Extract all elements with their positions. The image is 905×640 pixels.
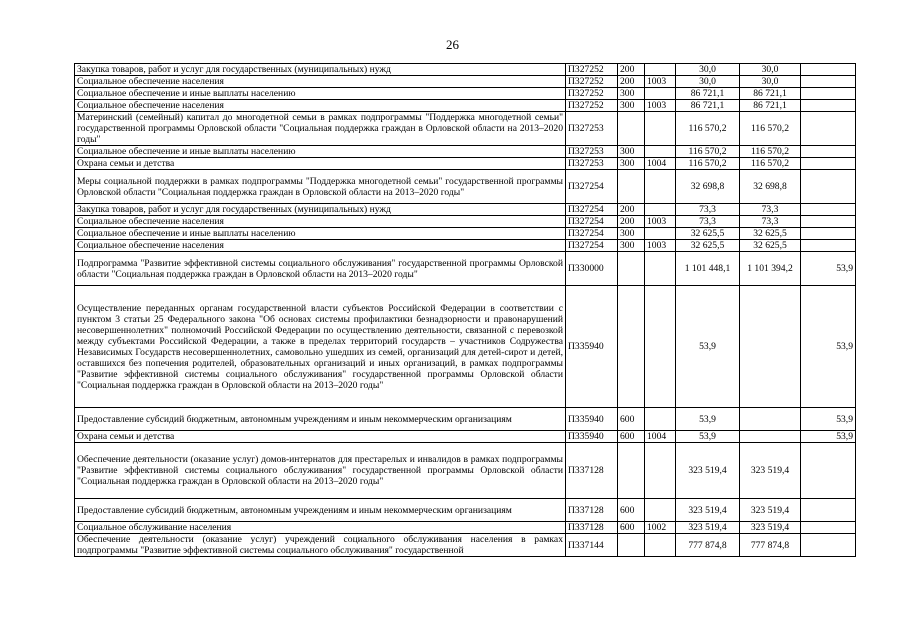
row-expense-type <box>618 443 645 499</box>
row-expense-type <box>618 112 645 146</box>
row-percent <box>801 228 856 240</box>
row-amount-1: 323 519,4 <box>676 443 740 499</box>
row-percent <box>801 204 856 216</box>
table-row <box>75 112 856 146</box>
row-amount-1: 53,9 <box>676 431 740 443</box>
table-row <box>75 88 856 100</box>
row-name: Социальное обеспечение населения <box>75 216 566 228</box>
row-code: П327254 <box>566 170 618 204</box>
row-name: Социальное обслуживание населения <box>75 522 566 534</box>
row-section <box>645 499 676 522</box>
row-section <box>645 443 676 499</box>
row-expense-type: 600 <box>618 522 645 534</box>
row-amount-2: 86 721,1 <box>740 100 801 112</box>
row-code: П327252 <box>566 76 618 88</box>
row-amount-2 <box>740 431 801 443</box>
row-percent <box>801 64 856 76</box>
row-section <box>645 286 676 408</box>
table-row <box>75 146 856 158</box>
row-amount-1: 53,9 <box>676 408 740 431</box>
row-section: 1003 <box>645 216 676 228</box>
row-name: Обеспечение деятельности (оказание услуг) учреждений социального обслуживания населения в рамках подпрограммы "Развитие эффективной системы социального обслуживания" государственной <box>75 534 566 557</box>
page-number: 26 <box>446 37 459 52</box>
row-percent <box>801 216 856 228</box>
row-name: Меры социальной поддержки в рамках подпрограммы "Поддержка многодетной семьи" государственной программы Орловской области "Социальная поддержка граждан в Орловской области на 2013–2020 годы" <box>75 170 566 204</box>
row-amount-2: 30,0 <box>740 76 801 88</box>
row-expense-type: 300 <box>618 88 645 100</box>
row-name: Подпрограмма "Развитие эффективной системы социального обслуживания" государственной программы Орловской области "Социальная поддержка граждан в Орловской области на 2013–2020 годы" <box>75 252 566 286</box>
row-percent: 53,9 <box>801 286 856 408</box>
row-name: Социальное обеспечение и иные выплаты населению <box>75 88 566 100</box>
row-section <box>645 408 676 431</box>
row-amount-1: 32 698,8 <box>676 170 740 204</box>
table-row <box>75 76 856 88</box>
row-amount-1: 86 721,1 <box>676 88 740 100</box>
row-amount-2: 116 570,2 <box>740 158 801 170</box>
budget-table <box>74 63 856 557</box>
table-row <box>75 64 856 76</box>
row-code: П327254 <box>566 240 618 252</box>
row-name: Социальное обеспечение населения <box>75 100 566 112</box>
row-amount-2: 73,3 <box>740 204 801 216</box>
row-percent: 53,9 <box>801 431 856 443</box>
row-amount-1: 30,0 <box>676 76 740 88</box>
row-name: Социальное обеспечение населения <box>75 240 566 252</box>
row-percent <box>801 76 856 88</box>
row-code: П327252 <box>566 64 618 76</box>
row-code: П335940 <box>566 431 618 443</box>
row-amount-2: 116 570,2 <box>740 112 801 146</box>
table-row <box>75 286 856 408</box>
row-expense-type: 600 <box>618 431 645 443</box>
row-expense-type <box>618 534 645 557</box>
row-expense-type: 300 <box>618 158 645 170</box>
row-expense-type: 200 <box>618 76 645 88</box>
row-section: 1003 <box>645 100 676 112</box>
row-percent <box>801 158 856 170</box>
row-expense-type: 200 <box>618 216 645 228</box>
row-name: Предоставление субсидий бюджетным, автономным учреждениям и иным некоммерческим организациям <box>75 408 566 431</box>
row-section: 1003 <box>645 76 676 88</box>
row-amount-1: 1 101 448,1 <box>676 252 740 286</box>
row-amount-2: 32 698,8 <box>740 170 801 204</box>
row-amount-2 <box>740 286 801 408</box>
table-row <box>75 204 856 216</box>
table-row <box>75 158 856 170</box>
row-section <box>645 112 676 146</box>
row-section <box>645 534 676 557</box>
row-code: П327253 <box>566 158 618 170</box>
row-section: 1002 <box>645 522 676 534</box>
row-percent <box>801 522 856 534</box>
row-expense-type <box>618 286 645 408</box>
table-row <box>75 228 856 240</box>
row-percent <box>801 170 856 204</box>
row-amount-1: 73,3 <box>676 204 740 216</box>
row-expense-type: 600 <box>618 408 645 431</box>
row-expense-type: 300 <box>618 228 645 240</box>
row-name: Осуществление переданных органам государственной власти субъектов Российской Федерации в соответствии с пунктом 3 статьи 25 Федерального закона "Об основах системы профилактики безнадзорности и правонарушений несовершеннолетних" полномочий Российской Федерации по осуществлению деятельности, связанной с перевозкой между субъектами Российской Федерации, а также в пределах территорий государств – участников Содружества Независимых Государств несовершеннолетних, самовольно ушедших из семей, организаций для детей-сирот и детей, оставшихся без попечения родителей, образовательных организаций и иных организаций, в рамках подпрограммы "Развитие эффективной системы социального обслуживания" государственной программы Орловской области "Социальная поддержка граждан в Орловской области на 2013–2020 годы" <box>75 286 566 408</box>
row-amount-2 <box>740 408 801 431</box>
row-code: П337128 <box>566 499 618 522</box>
row-amount-1: 323 519,4 <box>676 499 740 522</box>
row-amount-1: 116 570,2 <box>676 158 740 170</box>
row-amount-2: 116 570,2 <box>740 146 801 158</box>
row-code: П327254 <box>566 204 618 216</box>
row-percent <box>801 499 856 522</box>
row-code: П337144 <box>566 534 618 557</box>
row-code: П327253 <box>566 146 618 158</box>
row-name: Социальное обеспечение и иные выплаты населению <box>75 228 566 240</box>
row-section <box>645 146 676 158</box>
row-section <box>645 88 676 100</box>
table-row <box>75 431 856 443</box>
row-code: П330000 <box>566 252 618 286</box>
row-code: П335940 <box>566 408 618 431</box>
row-amount-1: 32 625,5 <box>676 240 740 252</box>
table-row <box>75 216 856 228</box>
row-expense-type: 300 <box>618 146 645 158</box>
row-amount-2: 1 101 394,2 <box>740 252 801 286</box>
row-percent <box>801 146 856 158</box>
row-name: Охрана семьи и детства <box>75 431 566 443</box>
row-amount-1: 32 625,5 <box>676 228 740 240</box>
row-amount-1: 116 570,2 <box>676 146 740 158</box>
row-section: 1003 <box>645 240 676 252</box>
row-amount-1: 323 519,4 <box>676 522 740 534</box>
row-code: П337128 <box>566 443 618 499</box>
row-section <box>645 170 676 204</box>
row-section <box>645 64 676 76</box>
row-percent <box>801 88 856 100</box>
row-code: П327253 <box>566 112 618 146</box>
row-percent <box>801 240 856 252</box>
row-name: Закупка товаров, работ и услуг для государственных (муниципальных) нужд <box>75 64 566 76</box>
row-amount-2: 32 625,5 <box>740 228 801 240</box>
table-row <box>75 534 856 557</box>
table-row <box>75 100 856 112</box>
row-name: Охрана семьи и детства <box>75 158 566 170</box>
row-section <box>645 228 676 240</box>
row-amount-1: 53,9 <box>676 286 740 408</box>
row-amount-1: 73,3 <box>676 216 740 228</box>
row-expense-type <box>618 170 645 204</box>
row-amount-1: 30,0 <box>676 64 740 76</box>
row-section <box>645 252 676 286</box>
row-expense-type: 300 <box>618 100 645 112</box>
row-amount-2: 777 874,8 <box>740 534 801 557</box>
row-amount-2: 73,3 <box>740 216 801 228</box>
row-amount-1: 116 570,2 <box>676 112 740 146</box>
row-percent: 53,9 <box>801 252 856 286</box>
budget-table-body <box>75 64 856 557</box>
table-row <box>75 522 856 534</box>
row-name: Закупка товаров, работ и услуг для государственных (муниципальных) нужд <box>75 204 566 216</box>
row-amount-2: 323 519,4 <box>740 443 801 499</box>
row-amount-1: 86 721,1 <box>676 100 740 112</box>
row-percent <box>801 112 856 146</box>
table-row <box>75 443 856 499</box>
row-code: П327254 <box>566 228 618 240</box>
row-percent <box>801 100 856 112</box>
row-expense-type: 600 <box>618 499 645 522</box>
row-name: Социальное обеспечение и иные выплаты населению <box>75 146 566 158</box>
row-name: Социальное обеспечение населения <box>75 76 566 88</box>
row-amount-2: 323 519,4 <box>740 499 801 522</box>
row-amount-2: 323 519,4 <box>740 522 801 534</box>
row-percent <box>801 534 856 557</box>
row-section <box>645 204 676 216</box>
row-amount-2: 86 721,1 <box>740 88 801 100</box>
table-row <box>75 408 856 431</box>
table-row <box>75 170 856 204</box>
row-expense-type <box>618 252 645 286</box>
row-amount-2: 30,0 <box>740 64 801 76</box>
table-row <box>75 240 856 252</box>
row-amount-2: 32 625,5 <box>740 240 801 252</box>
row-expense-type: 200 <box>618 64 645 76</box>
row-name: Обеспечение деятельности (оказание услуг) домов-интернатов для престарелых и инвалидов в рамках подпрограммы "Развитие эффективной системы социального обслуживания" государственной программы Орловской области "Социальная поддержка граждан в Орловской области на 2013–2020 годы" <box>75 443 566 499</box>
row-expense-type: 200 <box>618 204 645 216</box>
table-row <box>75 499 856 522</box>
row-percent <box>801 443 856 499</box>
row-code: П335940 <box>566 286 618 408</box>
row-code: П337128 <box>566 522 618 534</box>
row-amount-1: 777 874,8 <box>676 534 740 557</box>
row-code: П327254 <box>566 216 618 228</box>
row-expense-type: 300 <box>618 240 645 252</box>
row-percent: 53,9 <box>801 408 856 431</box>
row-code: П327252 <box>566 100 618 112</box>
row-code: П327252 <box>566 88 618 100</box>
row-name: Материнский (семейный) капитал до многодетной семьи в рамках подпрограммы "Поддержка многодетной семьи" государственной программы Орловской области "Социальная поддержка граждан в Орловской области на 2013–2020 годы" <box>75 112 566 146</box>
row-name: Предоставление субсидий бюджетным, автономным учреждениям и иным некоммерческим организациям <box>75 499 566 522</box>
table-row <box>75 252 856 286</box>
row-section: 1004 <box>645 158 676 170</box>
row-section: 1004 <box>645 431 676 443</box>
